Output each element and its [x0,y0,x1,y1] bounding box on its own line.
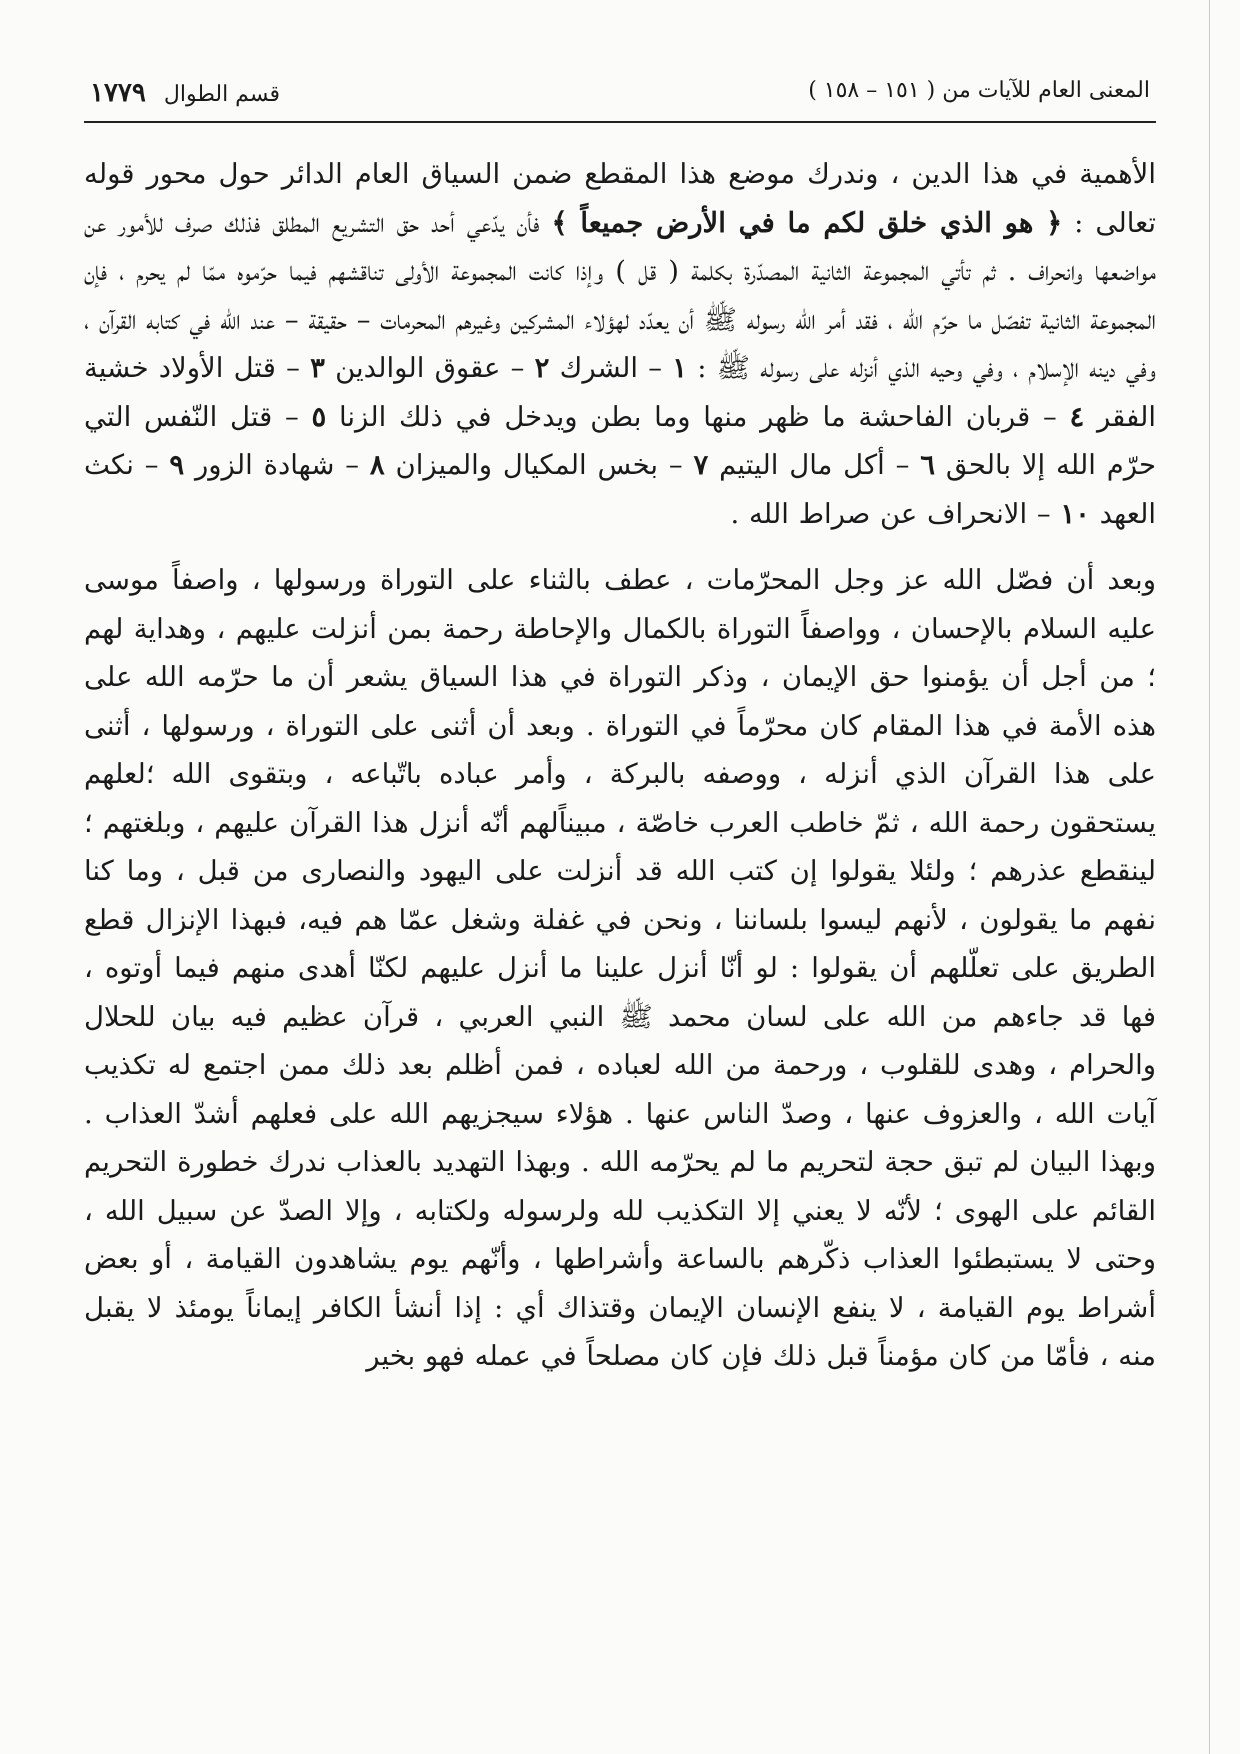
text-segment: – قتل النّفس التي حرّم الله إلا بالحق [84,400,1156,481]
section-title: قسم الطوال [163,82,280,107]
text-segment: وبعد أن فصّل الله عز وجل المحرّمات ، عطف بالثناء على التوراة ورسولها ، واصفاً موسى عليه السلام بالإحسان ، وواصفاً التوراة بالكمال والإحاطة رحمة بمن أنزلت عليهم ، وهداية لهم ؛ من أجل أن يؤمنوا حق الإيمان ، وذكر التوراة في هذا السياق يشعر أن ما حرّمه الله على هذه الأمة في هذا المقام كان محرّماً في التوراة . وبعد أن أثنى على التوراة ، ورسولها ، أثنى على هذا القرآن الذي أنزله ، ووصفه بالبركة ، وأمر عباده باتّباعه ، وبتقوى الله ؛لعلهم يستحقون رحمة الله ، ثمّ خاطب العرب خاصّة ، مبيناًلهم أنّه أنزل هذا القرآن عليهم ، وبلغتهم ؛ لينقطع عذرهم ؛ ولئلا يقولوا إن كتب الله قد أنزلت على اليهود والنصارى من قبل ، وما كنا نفهم ما يقولون ، لأنهم ليسوا بلساننا ، ونحن في غفلة وشغل عمّا هم فيه، فبهذا الإنزال قطع الطريق على تعلّلهم أن يقولوا : لو أنّا أنزل علينا ما أنزل عليهم لكنّا أهدى منهم فيما أوتوه ، فها قد جاءهم من الله على لسان محمد ﷺ النبي العربي ، قرآن عظيم فيه بيان للحلال والحرام ، وهدى للقلوب ، ورحمة من الله لعباده ، فمن أظلم بعد ذلك ممن اجتمع له تكذيب آيات الله ، والعزوف عنها ، وصدّ الناس عنها . هؤلاء سيجزيهم الله على فعلهم أشدّ العذاب . وبهذا البيان لم تبق حجة لتحريم ما لم يحرّمه الله . وبهذا التهديد بالعذاب ندرك خطورة التحريم القائم على الهوى ؛ لأنّه لا يعني إلا التكذيب لله ولرسوله ولكتابه ، وإلا الصدّ عن سبيل الله ، وحتى لا يستبطئوا العذاب ذكّرهم بالساعة وأشراطها ، وأنّهم يوم يشاهدون القيامة ، أو بعض أشراط يوم القيامة ، لا ينفع الإنسان الإيمان وقتذاك أي : إذا أنشأ الكافر إيماناً يومئذ لا يقبل منه ، فأمّا من كان مؤمناً قبل ذلك فإن كان مصلحاً في عمله فهو بخير [84,564,1156,1372]
text-segment: الأهمية في هذا الدين ، وندرك موضع هذا المقطع ضمن السياق العام الدائر حول محور قوله تعالى : [84,158,1156,239]
header-rule [84,121,1156,123]
paragraph-1 [84,150,1156,538]
paragraph-2 [84,556,1156,1381]
text-segment: – قتل الأولاد خشية الفقر [84,352,1156,433]
header-section [90,78,280,108]
list-number: ٨ [369,449,385,481]
running-title: المعنى العام للآيات من ( ١٥١ – ١٥٨ ) [808,78,1150,103]
text-segment: – الانحراف عن صراط الله . [730,497,1061,530]
list-number: ٧ [693,449,709,481]
page-header [90,78,1150,118]
body-text [84,150,1156,1381]
list-number: ٦ [920,449,936,481]
text-segment: – نكث العهد [84,449,1156,530]
list-number: ١ [672,352,688,384]
list-number: ٩ [169,449,185,481]
text-segment: فأن يدّعي أحد حق التشريع المطلق فذلك صرف للأمور عن مواضعها وانحراف . ثم تأتي المجموعة الثانية المصدّرة بكلمة ( قل ) وإذا كانت المجموعة الأولى تناقشهم فيما حرّموه ممّا لم يحرم ، فإن المجموعة الثانية تفصّل ما حرّم الله ، فقد أمر الله رسوله ﷺ أن يعدّد لهؤلاء المشركين وغيرهم المحرمات – حقيقة – عند الله في كتابه القرآن ، وفي دينه الإسلام ، وفي وحيه الذي أنزله على رسوله ﷺ : [84,206,1156,384]
page-edge-line [1209,0,1210,1754]
list-number: ٢ [534,352,550,384]
quran-verse: ﴿ هو الذي خلق لكم ما في الأرض جميعاً ﴾ [551,206,1063,239]
text-segment: – الشرك [549,352,673,384]
list-number: ٤ [1069,400,1085,433]
list-number: ١٠ [1060,497,1090,530]
list-number: ٣ [310,352,325,384]
text-segment: – قربان الفاحشة ما ظهر منها وما بطن ويدخل في ذلك الزنا [326,400,1070,433]
text-segment: – شهادة الزور [184,449,370,481]
text-segment: – عقوق الوالدين [324,352,535,384]
text-segment: – بخس المكيال والميزان [384,449,694,481]
list-number: ٥ [311,400,327,433]
page-number: ١٧٧٩ [90,78,146,108]
text-segment: – أكل مال اليتيم [708,449,921,481]
